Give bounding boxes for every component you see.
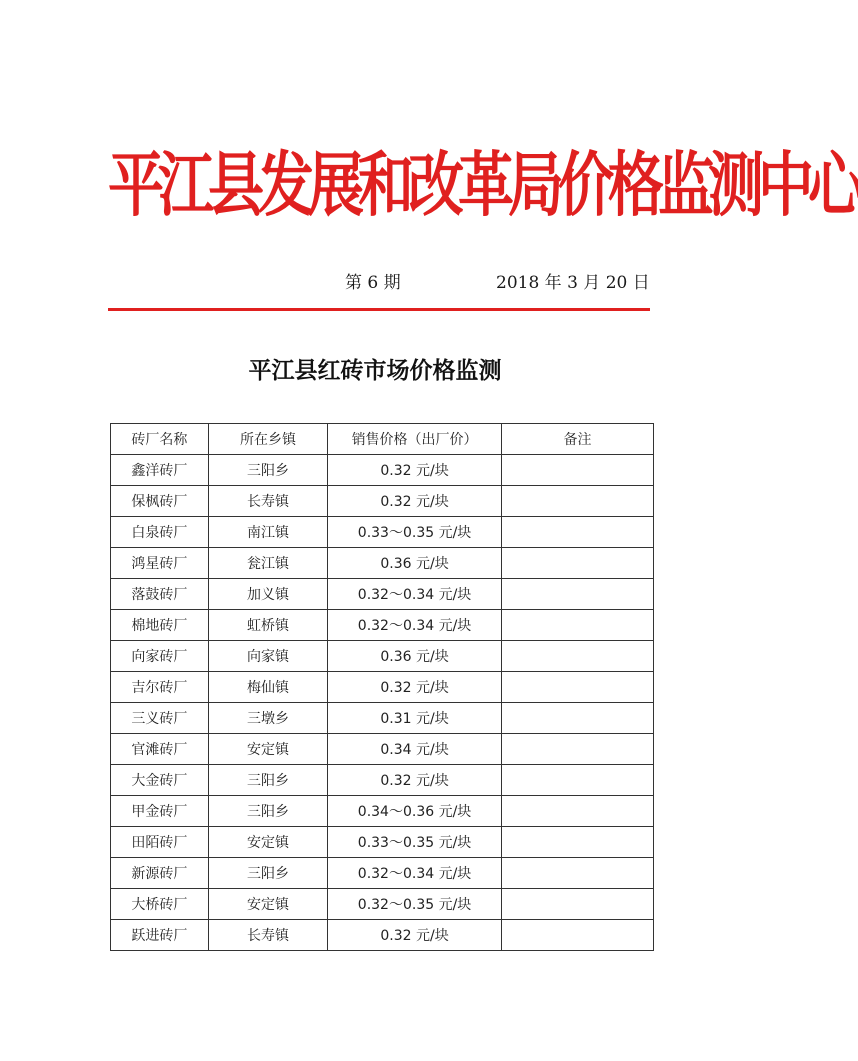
town-cell: 虹桥镇 [208, 610, 327, 641]
table-row [111, 641, 654, 672]
factory-name-cell: 白泉砖厂 [111, 517, 209, 548]
price-cell: 0.32 元/块 [328, 765, 502, 796]
town-cell: 三阳乡 [208, 455, 327, 486]
table-row [111, 858, 654, 889]
remarks-cell [501, 610, 653, 641]
remarks-cell [501, 889, 653, 920]
price-cell: 0.32～0.34 元/块 [328, 579, 502, 610]
factory-name-cell: 大金砖厂 [111, 765, 209, 796]
issue-number: 第 6 期 [345, 273, 401, 293]
price-cell: 0.31 元/块 [328, 703, 502, 734]
price-cell: 0.33～0.35 元/块 [328, 827, 502, 858]
factory-name-cell: 甲金砖厂 [111, 796, 209, 827]
remarks-cell [501, 858, 653, 889]
table-header-row [111, 424, 654, 455]
price-cell: 0.32～0.34 元/块 [328, 858, 502, 889]
factory-name-cell: 鑫洋砖厂 [111, 455, 209, 486]
price-cell: 0.32～0.35 元/块 [328, 889, 502, 920]
remarks-cell [501, 796, 653, 827]
town-cell: 长寿镇 [208, 486, 327, 517]
town-cell: 梅仙镇 [208, 672, 327, 703]
remarks-cell [501, 703, 653, 734]
table-row [111, 827, 654, 858]
factory-name-cell: 官滩砖厂 [111, 734, 209, 765]
town-cell: 长寿镇 [208, 920, 327, 951]
price-cell: 0.33～0.35 元/块 [328, 517, 502, 548]
factory-name-cell: 鸿星砖厂 [111, 548, 209, 579]
red-divider [108, 308, 650, 311]
table-row [111, 765, 654, 796]
town-cell: 安定镇 [208, 889, 327, 920]
masthead-title: 平江县发展和改革局价格监测中心 [108, 145, 858, 227]
remarks-cell [501, 827, 653, 858]
remarks-cell [501, 734, 653, 765]
table-row [111, 455, 654, 486]
remarks-cell [501, 548, 653, 579]
table-row [111, 889, 654, 920]
factory-name-cell: 保枫砖厂 [111, 486, 209, 517]
table-body [111, 455, 654, 951]
remarks-cell [501, 765, 653, 796]
remarks-cell [501, 641, 653, 672]
price-cell: 0.32 元/块 [328, 920, 502, 951]
town-cell: 安定镇 [208, 827, 327, 858]
price-cell: 0.36 元/块 [328, 641, 502, 672]
factory-name-cell: 跃进砖厂 [111, 920, 209, 951]
column-header-remarks: 备注 [501, 424, 653, 455]
document-title: 平江县红砖市场价格监测 [248, 358, 502, 384]
remarks-cell [501, 672, 653, 703]
table-row [111, 796, 654, 827]
factory-name-cell: 田陌砖厂 [111, 827, 209, 858]
price-cell: 0.32～0.34 元/块 [328, 610, 502, 641]
remarks-cell [501, 486, 653, 517]
town-cell: 三阳乡 [208, 858, 327, 889]
price-cell: 0.32 元/块 [328, 672, 502, 703]
price-cell: 0.32 元/块 [328, 486, 502, 517]
price-cell: 0.32 元/块 [328, 455, 502, 486]
town-cell: 南江镇 [208, 517, 327, 548]
brick-price-table [110, 423, 654, 951]
table-row [111, 548, 654, 579]
remarks-cell [501, 579, 653, 610]
town-cell: 向家镇 [208, 641, 327, 672]
column-header-price: 销售价格（出厂价） [328, 424, 502, 455]
remarks-cell [501, 455, 653, 486]
remarks-cell [501, 920, 653, 951]
table-row [111, 672, 654, 703]
town-cell: 加义镇 [208, 579, 327, 610]
price-cell: 0.36 元/块 [328, 548, 502, 579]
table-row [111, 734, 654, 765]
issue-date: 2018 年 3 月 20 日 [496, 273, 650, 293]
factory-name-cell: 棉地砖厂 [111, 610, 209, 641]
table-row [111, 486, 654, 517]
town-cell: 三阳乡 [208, 765, 327, 796]
price-cell: 0.34～0.36 元/块 [328, 796, 502, 827]
factory-name-cell: 大桥砖厂 [111, 889, 209, 920]
town-cell: 三阳乡 [208, 796, 327, 827]
column-header-factory: 砖厂名称 [111, 424, 209, 455]
factory-name-cell: 新源砖厂 [111, 858, 209, 889]
factory-name-cell: 三义砖厂 [111, 703, 209, 734]
town-cell: 三墩乡 [208, 703, 327, 734]
factory-name-cell: 吉尔砖厂 [111, 672, 209, 703]
factory-name-cell: 向家砖厂 [111, 641, 209, 672]
town-cell: 安定镇 [208, 734, 327, 765]
table-row [111, 920, 654, 951]
table-row [111, 517, 654, 548]
column-header-town: 所在乡镇 [208, 424, 327, 455]
table-row [111, 703, 654, 734]
price-cell: 0.34 元/块 [328, 734, 502, 765]
table-row [111, 610, 654, 641]
table-row [111, 579, 654, 610]
town-cell: 瓮江镇 [208, 548, 327, 579]
remarks-cell [501, 517, 653, 548]
factory-name-cell: 落鼓砖厂 [111, 579, 209, 610]
